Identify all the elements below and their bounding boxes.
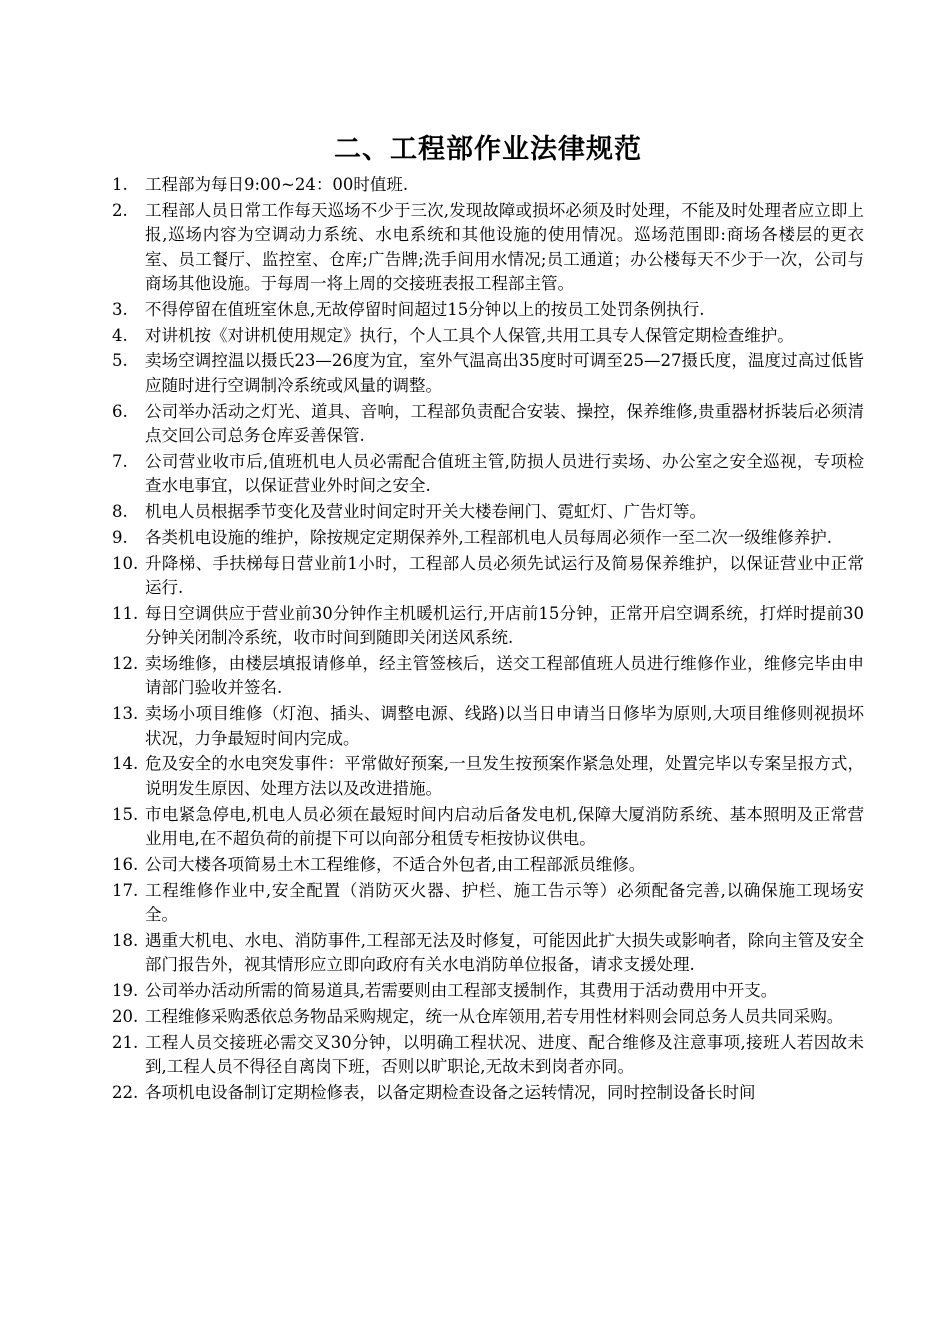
list-item-number: 6. bbox=[112, 401, 128, 421]
list-item-text: 工程部人员日常工作每天巡场不少于三次,发现故障或损坏必须及时处理，不能及时处理者应立即上报,巡场内容为空调动力系统、水电系统和其他设施的使用情况。巡场范围即:商场各楼层的更衣室、员工餐厅、监控室、仓库;广告牌;洗手间用水情况;员工通道；办公楼每天不少于一次，公司与商场其他设施。于每周一将上周的交接班表报工程部主管。 bbox=[145, 200, 864, 294]
list-item-text: 工程人员交接班必需交叉30分钟，以明确工程状况、进度、配合维修及注意事项,接班人若因故未到,工程人员不得径自离岗下班，否则以旷职论,无故未到岗者亦同。 bbox=[145, 1032, 864, 1077]
list-item bbox=[112, 1081, 864, 1105]
list-item-text: 工程部为每日9:00~24：00时值班. bbox=[145, 175, 409, 194]
list-item bbox=[112, 752, 864, 801]
list-item bbox=[112, 450, 864, 499]
list-item-number: 18. bbox=[112, 930, 139, 950]
list-item bbox=[112, 526, 864, 550]
list-item bbox=[112, 349, 864, 398]
list-item bbox=[112, 652, 864, 701]
list-item-text: 公司营业收市后,值班机电人员必需配合值班主管,防损人员进行卖场、办公室之安全巡视，专项检查水电事宜，以保证营业外时间之安全. bbox=[145, 451, 864, 496]
list-item-text: 公司大楼各项简易土木工程维修，不适合外包者,由工程部派员维修。 bbox=[145, 854, 646, 874]
list-item-number: 17. bbox=[112, 880, 139, 900]
list-item bbox=[112, 500, 864, 524]
list-item-number: 8. bbox=[112, 502, 128, 522]
list-item-number: 22. bbox=[112, 1082, 139, 1102]
list-item-number: 2. bbox=[112, 200, 128, 220]
list-item-number: 12. bbox=[112, 654, 139, 674]
page-title: 二、工程部作业法律规范 bbox=[334, 134, 642, 165]
list-item-text: 各类机电设施的维护，除按规定定期保养外,工程部机电人员每周必须作一至二次一级维修养护. bbox=[145, 527, 832, 547]
list-item-text: 机电人员根据季节变化及营业时间定时开关大楼卷闸门、霓虹灯、广告灯等。 bbox=[145, 502, 706, 522]
list-item-text: 遇重大机电、水电、消防事件,工程部无法及时修复，可能因此扩大损失或影响者，除向主管及安全部门报告外，视其情形应立即向政府有关水电消防单位报备，请求支援处理. bbox=[145, 930, 864, 975]
list-item-number: 11. bbox=[112, 603, 139, 623]
list-item-number: 15. bbox=[112, 804, 139, 824]
list-item-number: 5. bbox=[112, 351, 128, 371]
list-item bbox=[112, 929, 864, 978]
list-item-text: 每日空调供应于营业前30分钟作主机暖机运行,开店前15分钟，正常开启空调系统，打烊时提前30分钟关闭制冷系统，收市时间到随即关闭送风系统. bbox=[145, 603, 864, 648]
list-item-text: 卖场小项目维修（灯泡、插头、调整电源、线路)以当日申请当日修毕为原则,大项目维修则视损坏状况，力争最短时间内完成。 bbox=[145, 704, 864, 748]
list-item-text: 工程维修采购悉依总务物品采购规定，统一从仓库领用,若专用性材料则会同总务人员共同采购。 bbox=[145, 1006, 844, 1026]
list-item-number: 10. bbox=[112, 553, 139, 573]
list-item-text: 不得停留在值班室休息,无故停留时间超过15分钟以上的按员工处罚条例执行. bbox=[145, 299, 705, 319]
list-item-text: 公司举办活动之灯光、道具、音响，工程部负责配合安装、操控，保养维修,贵重器材拆装后必须清点交回公司总务仓库妥善保管. bbox=[145, 401, 864, 446]
list-item-number: 14. bbox=[112, 754, 139, 774]
list-item-number: 7. bbox=[112, 451, 128, 471]
list-item-text: 卖场空调控温以摄氏23—26度为宜，室外气温高出35度时可调至25—27摄氏度，温度过高过低皆应随时进行空调制冷系统或风量的调整。 bbox=[145, 351, 864, 395]
list-item bbox=[112, 173, 864, 197]
list-item-number: 1. bbox=[112, 175, 128, 194]
list-item-text: 各项机电设备制订定期检修表，以备定期检查设备之运转情况，同时控制设备长时间 bbox=[145, 1082, 756, 1102]
list-item-number: 20. bbox=[112, 1006, 139, 1026]
list-item bbox=[112, 879, 864, 928]
list-item-text: 对讲机按《对讲机使用规定》执行，个人工具个人保管,共用工具专人保管定期检查维护。 bbox=[145, 325, 794, 345]
list-item-text: 市电紧急停电,机电人员必须在最短时间内启动后备发电机,保障大厦消防系统、基本照明及正常营业用电,在不超负荷的前提下可以向部分租赁专柜按协议供电。 bbox=[145, 804, 864, 849]
list-item bbox=[112, 552, 864, 601]
list-item bbox=[112, 199, 864, 297]
list-item-text: 卖场维修，由楼层填报请修单，经主管签核后，送交工程部值班人员进行维修作业，维修完毕由申请部门验收并签名. bbox=[145, 654, 864, 698]
list-item bbox=[112, 324, 864, 348]
regulation-list bbox=[112, 173, 864, 1107]
list-item-text: 公司举办活动所需的简易道具,若需要则由工程部支援制作，其费用于活动费用中开支。 bbox=[145, 981, 778, 1001]
list-item-number: 19. bbox=[112, 981, 139, 1001]
list-item-number: 21. bbox=[112, 1032, 139, 1052]
list-item bbox=[112, 298, 864, 322]
list-item bbox=[112, 1005, 864, 1029]
list-item-text: 危及安全的水电突发事件：平常做好预案,一旦发生按预案作紧急处理，处置完毕以专案呈报方式，说明发生原因、处理方法以及改进措施。 bbox=[145, 754, 864, 798]
list-item bbox=[112, 979, 864, 1003]
list-item-number: 16. bbox=[112, 854, 139, 874]
list-item-number: 4. bbox=[112, 325, 128, 345]
list-item-number: 9. bbox=[112, 527, 128, 547]
list-item-text: 工程维修作业中,安全配置（消防灭火器、护栏、施工告示等）必须配备完善,以确保施工现场安全。 bbox=[145, 880, 864, 925]
list-item bbox=[112, 702, 864, 751]
list-item-text: 升降梯、手扶梯每日营业前1小时，工程部人员必须先试运行及简易保养维护，以保证营业中正常运行. bbox=[145, 553, 864, 598]
list-item bbox=[112, 602, 864, 651]
list-item-number: 13. bbox=[112, 704, 139, 724]
list-item bbox=[112, 400, 864, 449]
list-item bbox=[112, 853, 864, 877]
list-item bbox=[112, 803, 864, 852]
list-item-number: 3. bbox=[112, 299, 128, 319]
list-item bbox=[112, 1031, 864, 1080]
